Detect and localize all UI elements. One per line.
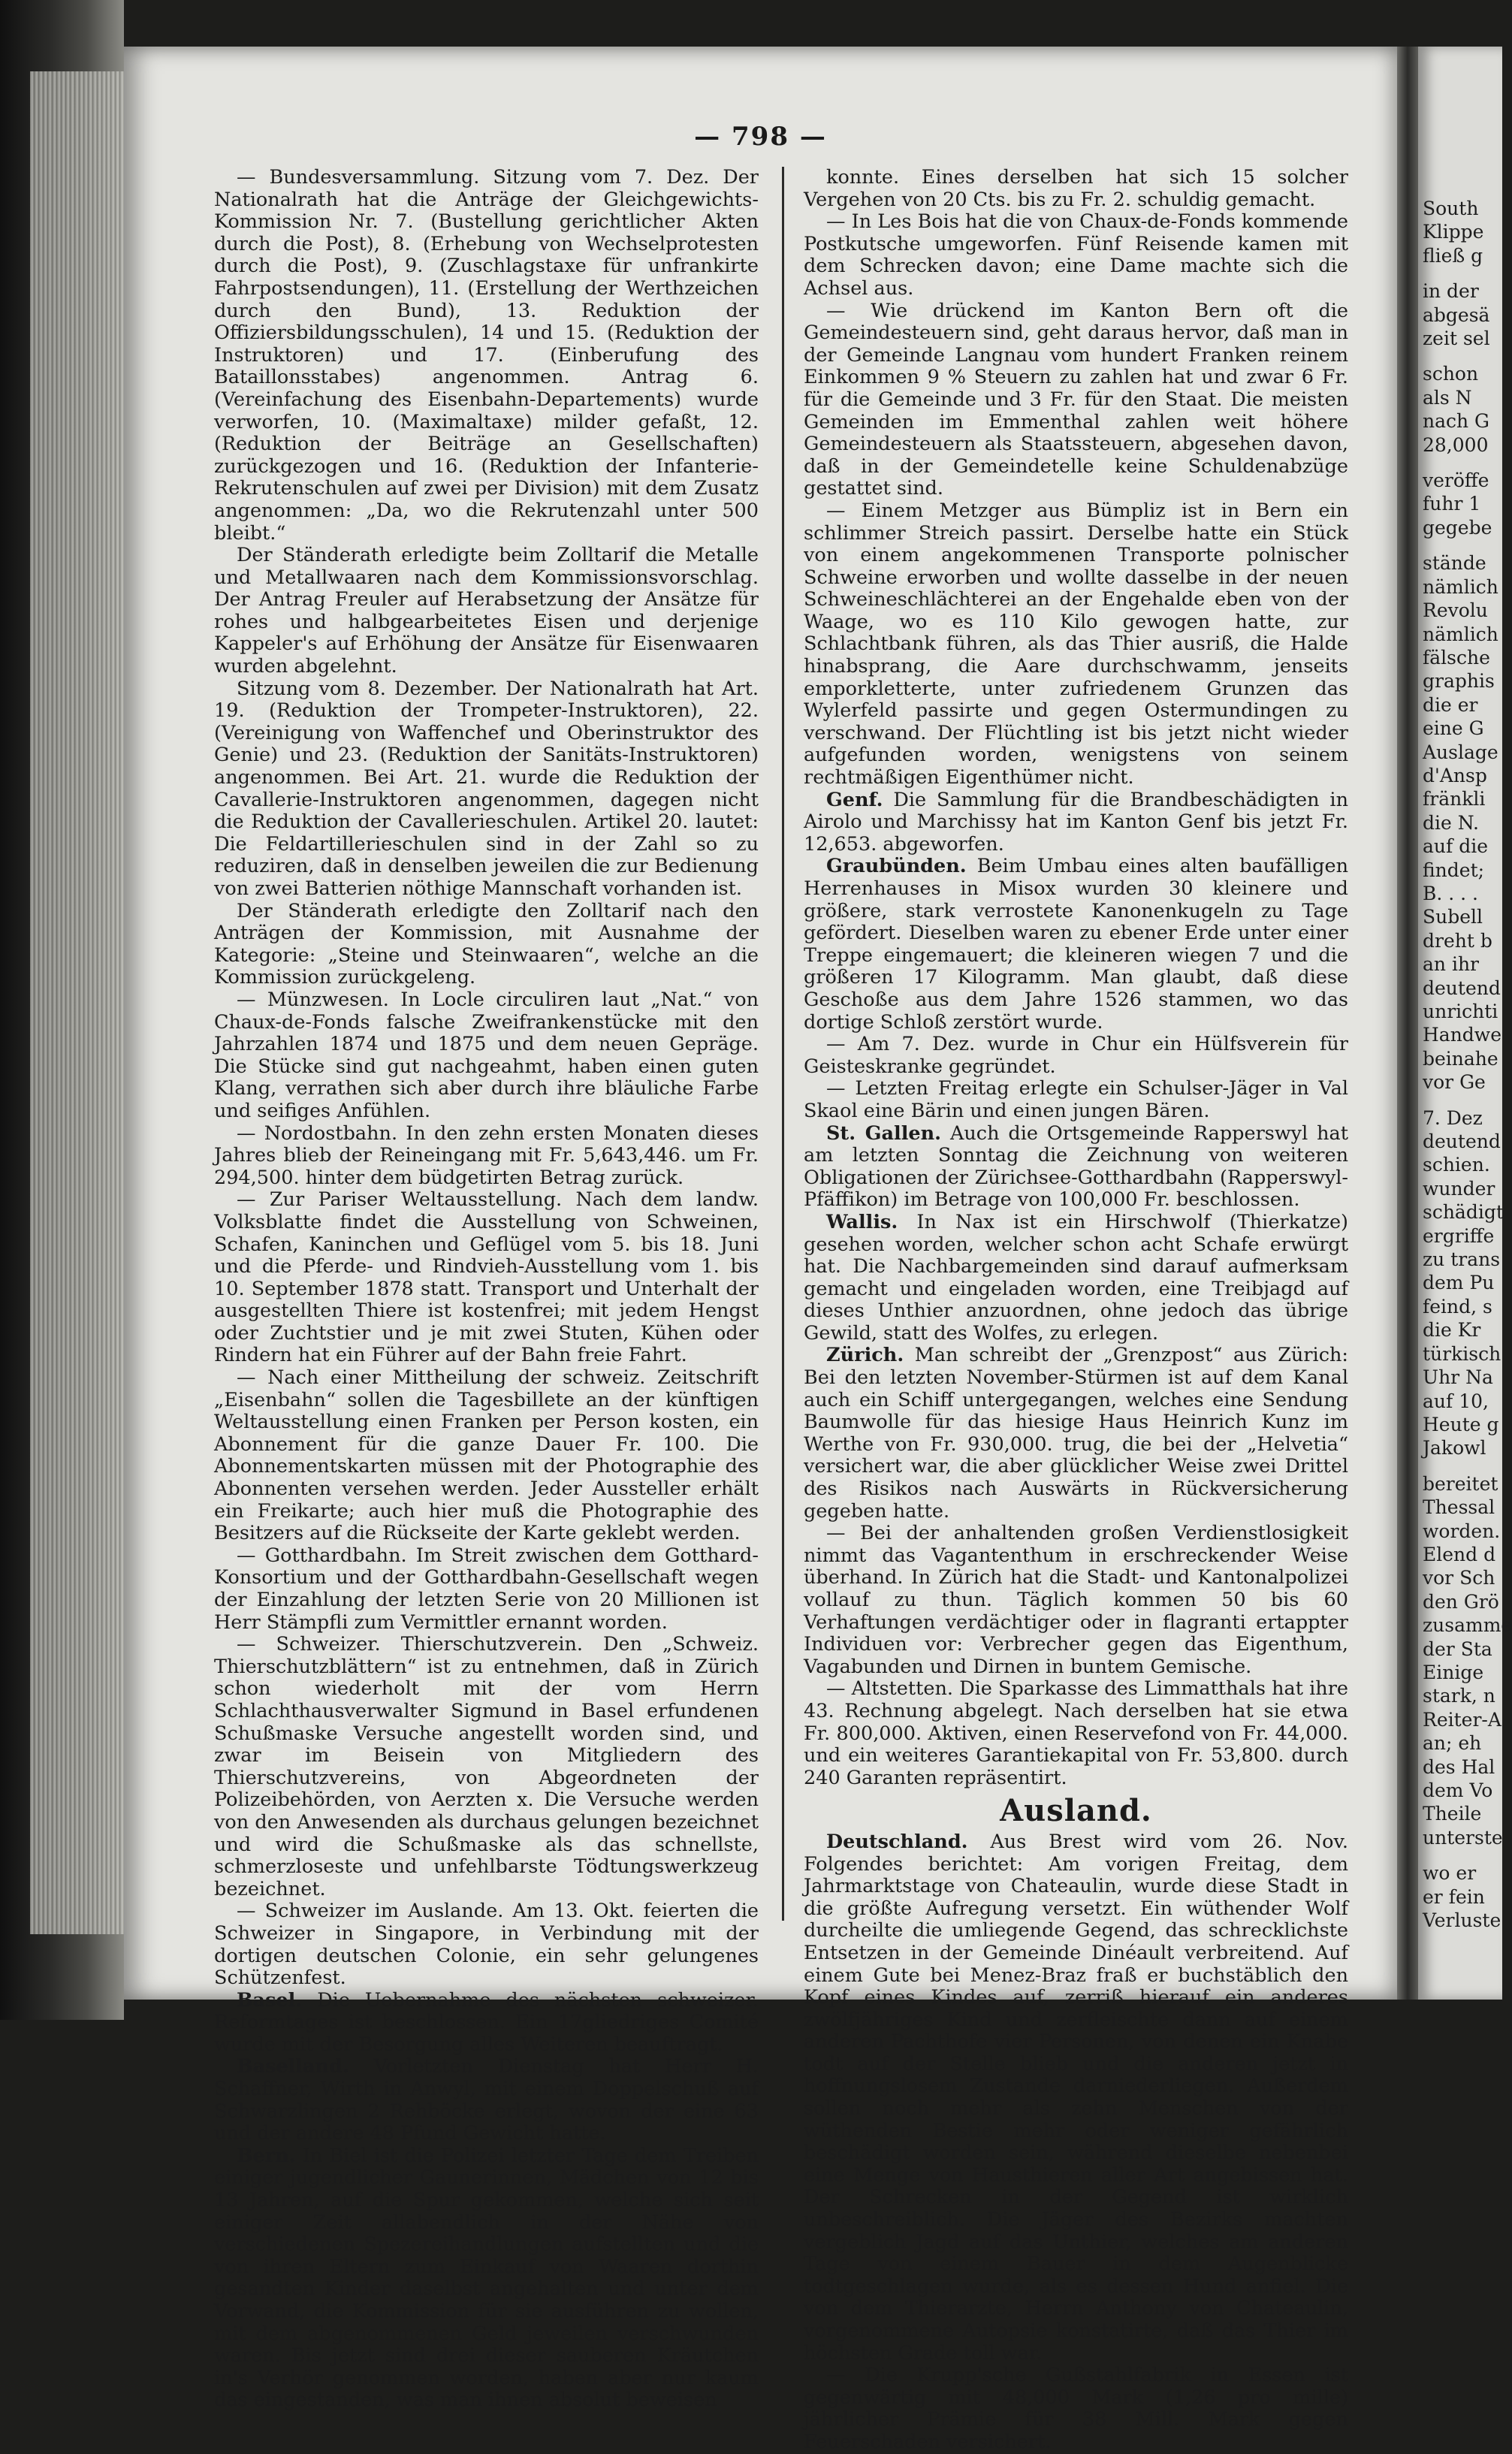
article-paragraph [214, 1900, 759, 1989]
article-text: Vorletzten Dienstag hat Herr H. Schaffner, Wirth in Anwyl, mit einem Doppelschuß auf Schwarzlingen 2 Rehböcke erlegt, wovon der eine 63 und der andere 48 Pfund Gewicht hatte. [214, 2055, 759, 2145]
article-text: Auch die Ortsgemeinde Rapperswyl hat am letzten Sonntag die Zeichnung von weiteren Obligationen der Zürichsee-Gotthardbahn (Rapperswyl-Pfäffikon) im Betrage von 100,000 Fr. beschlossen. [804, 1121, 1349, 1212]
article-paragraph [214, 1634, 759, 1900]
next-page-line: worden. [1423, 1520, 1501, 1542]
next-page-line: fränkli [1423, 788, 1486, 810]
next-page-line: vor Ge [1423, 1071, 1486, 1094]
next-page-edge [1418, 47, 1512, 2000]
next-page-line: 7. Dez [1423, 1106, 1483, 1129]
next-page-line: die N. [1423, 811, 1479, 834]
article-paragraph [804, 1831, 1348, 2365]
next-page-line: abgesä [1423, 303, 1490, 326]
next-page-line: 28,000 [1423, 433, 1489, 456]
next-page-line: B. . . . [1423, 882, 1478, 904]
next-page-line: zusamme [1423, 1614, 1512, 1637]
next-page-line: fälsche [1423, 646, 1490, 669]
next-page-line: vor Sch [1423, 1567, 1495, 1589]
right-column-lower [804, 1831, 1348, 2454]
article-text: — Schweizer im Auslande. Am 13. Okt. feierten die Schweizer in Singapore, in Verbindung mit der dortigen deutschen Colonie, ein sehr gelungenes Schützenfest. [214, 1900, 759, 1990]
next-page-line: nämlich [1423, 575, 1498, 598]
page-number: — 798 — [694, 122, 827, 152]
next-page-line: schädigt [1423, 1201, 1504, 1224]
next-page-line: graphis [1423, 670, 1495, 693]
article-paragraph [214, 989, 759, 1123]
column-divider [782, 167, 784, 1921]
next-page-line: als N [1423, 386, 1472, 409]
next-page-line: ergriffe [1423, 1224, 1495, 1247]
article-lead: Graubünden. [826, 855, 967, 878]
article-paragraph [804, 211, 1348, 300]
next-page-line: türkisch [1423, 1342, 1501, 1365]
article-paragraph [214, 678, 759, 901]
article-lead: Bern. [237, 2144, 296, 2167]
article-paragraph [214, 1990, 759, 2057]
article-lead: Wallis. [826, 1210, 898, 1233]
article-paragraph [804, 1345, 1348, 1523]
next-page-line: auf 10, [1423, 1390, 1489, 1412]
next-page-line: stark, n [1423, 1685, 1495, 1707]
next-page-line: feind, s [1423, 1295, 1492, 1318]
next-page-line: d'Ansp [1423, 764, 1487, 786]
article-text: — Die Krupp'sche Gußstahlfabrik in Essen ist gegenwärtig mit 48,000 Mark (1,26 pro mille) jährlicher Prämie für 38 Mill. Mark gegen Feuerschaden versichert. [804, 2364, 1348, 2453]
next-page-line: bereitet [1423, 1472, 1498, 1495]
article-paragraph [804, 1034, 1348, 1078]
next-page-line: Verluste [1423, 1909, 1501, 1932]
next-page-fragments [1418, 47, 1512, 1932]
article-lead: Genf. [826, 788, 883, 811]
article-text: In Nax ist ein Hirschwolf (Thierkatze) gesehen worden, welcher schon acht Schafe erwürgt hat. Die Nachbargemeinden sind darauf aufmerksam gemacht und eingeladen worden, eine Treibjagd auf dieses Unthier anzuordnen, ohne jedoch das übrige Gewild, statt des Wolfes, zu erlegen. [804, 1210, 1348, 1345]
next-page-line: stände [1423, 552, 1486, 575]
next-page-line: schien. [1423, 1154, 1490, 1176]
next-page-line: Handwe [1423, 1024, 1502, 1046]
next-page-line: veröffe [1423, 469, 1489, 492]
next-page-line: deutend [1423, 1130, 1501, 1153]
next-page-line: nämlich [1423, 623, 1498, 645]
next-page-line: Elend d [1423, 1543, 1496, 1565]
article-paragraph [804, 789, 1348, 856]
next-page-line [1423, 457, 1502, 469]
article-paragraph [214, 167, 759, 545]
article-text: Beim Umbau eines alten baufälligen Herrenhauses in Misox wurden 30 kleinere und größere, stark verrostete Kanonenkugeln zu Tage gefördert. Dieselben waren zu ebener Erde unter einer Treppe eingemauert; die kleineren wiegen 7 und die größeren 17 Kilogramm. Man glaubt, daß diese Geschoße aus dem Jahre 1526 stammen, wo das dortige Schloß zerstört wurde. [804, 855, 1348, 1034]
article-text: konnte. Eines derselben hat sich 15 solcher Vergehen von 20 Cts. bis zu Fr. 2. schuldig gemacht. [804, 166, 1348, 211]
article-text: — Nach einer Mittheilung der schweiz. Zeitschrift „Eisenbahn“ sollen die Tagesbillete an der künftigen Weltausstellung einen Franken per Person kosten, ein Abonnement für die ganze Dauer Fr. 100. Die Abonnementskarten müssen mit der Photographie des Abonnenten versehen werden. Jeder Aussteller erhält ein Freikarte; auch hier muß die Photographie des Besitzers auf die Rückseite der Karte geklebt werden. [214, 1366, 759, 1545]
next-page-line: beinahe [1423, 1047, 1498, 1070]
next-page-line: Revolu [1423, 599, 1488, 622]
article-text: — Gotthardbahn. Im Streit zwischen dem Gotthard-Konsortium und der Gotthardbahn-Gesellschaft wegen der Einzahlung der letzten Serie von 20 Millionen ist Herr Stämpfli zum Vermittler ernannt worden. [214, 1544, 759, 1634]
next-page-line: an ihr [1423, 953, 1479, 976]
article-paragraph [804, 500, 1348, 789]
next-page-line [1423, 1460, 1502, 1472]
section-heading: Ausland. [1000, 1793, 1152, 1829]
article-lead: St. Gallen. [826, 1121, 942, 1145]
article-paragraph [804, 2365, 1348, 2453]
next-page-line: er fein [1423, 1885, 1485, 1908]
next-page-line: den Grö [1423, 1590, 1499, 1613]
next-page-line [1423, 1094, 1502, 1106]
article-paragraph [214, 2056, 759, 2145]
article-paragraph [804, 1678, 1348, 1789]
newspaper-page [124, 47, 1397, 2453]
article-paragraph [804, 300, 1348, 500]
next-page-line: Einige [1423, 1661, 1484, 1683]
next-page-line: dem Pu [1423, 1272, 1495, 1294]
article-text: Man schreibt der „Grenzpost“ aus Zürich: Bei den letzten November-Stürmen ist auf dem Kanal auch ein Schiff untergegangen, welches eine Sendung Baumwolle für das hiesige Haus Heinrich Kunz im Werthe von Fr. 930,000. trug, die bei der „Helvetia“ versichert war, die aber glücklicher Weise zwei Drittel des Risikos nach Auswärts in Rückversicherung gegeben hatte. [804, 1344, 1348, 1523]
next-page-line: deutend [1423, 976, 1501, 999]
next-page-line: an; eh [1423, 1732, 1482, 1755]
next-page-line: auf die [1423, 835, 1488, 858]
article-paragraph [804, 856, 1348, 1034]
next-page-line: wunder [1423, 1177, 1495, 1200]
book-gutter [1397, 47, 1418, 2000]
next-page-line: nach G [1423, 410, 1490, 433]
next-page-line: in der [1423, 280, 1479, 303]
next-page-line [1423, 1849, 1502, 1861]
next-page-line: Auslage [1423, 741, 1498, 763]
article-text: — Nordostbahn. In den zehn ersten Monaten dieses Jahres blieb der Reineingang mit Fr. 5,643,446. um Fr. 294,500. hinter dem büdgetirten Betrag zurück. [214, 1121, 759, 1189]
article-paragraph [214, 1189, 759, 1367]
next-page-line: South [1423, 198, 1479, 219]
article-paragraph [214, 901, 759, 989]
right-column [804, 167, 1348, 2454]
next-page-line: Uhr Na [1423, 1366, 1493, 1389]
article-text: — Letzten Freitag erlegte ein Schulser-Jäger in Val Skaol eine Bärin und einen jungen Bären. [804, 1077, 1348, 1122]
article-text: Die Uebernahme des nächsten schweizer. Reformtages ist beschlossen. Ein 17gliedriges Comité wurde mit der Besorgung alles Weiteren beauftragt. [214, 1988, 759, 2056]
next-page-line: dreht b [1423, 929, 1492, 952]
article-lead: Baselland. [237, 2055, 349, 2078]
next-page-line: Klippe [1423, 221, 1484, 243]
article-text: — Münzwesen. In Locle circuliren laut „Nat.“ von Chaux-de-Fonds falsche Zweifrankenstücke mit den Jahrzahlen 1874 und 1875 und dem neuen Gepräge. Die Stücke sind gut nachgeahmt, haben einen guten Klang, verrathen sich aber durch ihre bläuliche Farbe und seifiges Anfühlen. [214, 988, 759, 1122]
next-page-line [1423, 267, 1502, 279]
next-page-line: Jakowl [1423, 1437, 1486, 1459]
right-column-upper [804, 167, 1348, 1789]
next-page-line: schon [1423, 363, 1479, 385]
page-stack-edge [30, 71, 124, 1934]
next-page-line: eine G [1423, 717, 1484, 740]
article-text: Sitzung vom 8. Dezember. Der Nationalrath hat Art. 19. (Reduktion der Trompeter-Instruktoren), 22. (Vereinigung von Waffenchef und Oberinstruktor des Genie) und 23. (Reduktion der Sanitäts-Instruktoren) angenommen. Bei Art. 21. wurde die Reduktion der Cavallerie-Instruktoren angenommen, dagegen nicht die Reduktion der Cavallerieschulen. Artikel 20. lautet: Die Feldartillerieschulen sind in der Zahl so zu reduziren, daß in denselben jeweilen die zur Bedienung von zwei Batterien nöthige Mannschaft vorhanden ist. [214, 677, 759, 900]
article-paragraph [804, 1523, 1348, 1678]
left-column [214, 167, 759, 2412]
article-lead: Deutschland. [826, 1830, 968, 1853]
article-text: — Schweizer. Thierschutzverein. Den „Schweiz. Thierschutzblättern“ ist zu entnehmen, daß in Zürich schon wiederholt mit der vom Herrn Schlachthausverwalter Sigmund in Basel erfundenen Schußmaske Versuche angestellt worden sind, und zwar im Beisein von Mitgliedern des Thierschutzvereins, von Abgeordneten der Polizeibehörden, von Aerzten x. Die Versuche werden von den Anwesenden als durchaus gelungen bezeichnet und wird die Schußmaske als das schnellste, schmerzloseste und unfehlbarste Tödtungswerkzeug bezeichnet. [214, 1633, 759, 1900]
next-page-line: dem Vo [1423, 1779, 1493, 1801]
next-page-line: zeit sel [1423, 328, 1490, 350]
article-text: — In Les Bois hat die von Chaux-de-Fonds kommende Postkutsche umgeworfen. Fünf Reisende kamen mit dem Schrecken davon; eine Dame machte sich die Achsel aus. [804, 210, 1348, 300]
article-lead: Zürich. [826, 1344, 904, 1367]
next-page-line: unrichti [1423, 1001, 1498, 1022]
next-page-line: unterste [1423, 1826, 1503, 1849]
article-text: — Wie drückend im Kanton Bern oft die Gemeindesteuern sind, geht daraus hervor, daß man in der Gemeinde Langnau vom hundert Franken reinem Einkommen 9 % Steuern zu zahlen hat und zwar 6 Fr. für die Gemeinde und 3 Fr. für den Staat. Die meisten Gemeinden im Emmenthal zahlen weit höhere Gemeindesteuern als Staatssteuern, abgesehen davon, daß in der Gemeindetelle keine Schuldenabzüge gestattet sind. [804, 299, 1348, 500]
next-page-line [1423, 539, 1502, 551]
next-page-line: Theile [1423, 1803, 1482, 1825]
article-paragraph [214, 2145, 759, 2412]
next-page-line: Heute g [1423, 1413, 1499, 1435]
next-page-line: des Hal [1423, 1755, 1495, 1778]
article-text: — Bei der anhaltenden großen Verdienstlosigkeit nimmt das Vagantenthum in erschreckender Weise überhand. In Zürich hat die Stadt- und Kantonalpolizei vollauf zu thun. Täglich kommen 50 bis 60 Verhaftungen verdächtiger oder in flagranti ertappter Individuen vor: Verbrecher gegen das Eigenthum, Vagabunden und Dirnen in buntem Gemische. [804, 1522, 1348, 1678]
next-page-line: die Kr [1423, 1319, 1481, 1342]
article-lead: Basel. [237, 1988, 303, 2012]
article-paragraph [214, 1545, 759, 1634]
article-paragraph [804, 1123, 1348, 1212]
next-page-line: Subell [1423, 906, 1483, 928]
next-page-line: die er [1423, 693, 1478, 716]
article-paragraph [214, 1367, 759, 1545]
next-page-line: gegebe [1423, 516, 1492, 539]
article-text: Aus Brest wird vom 26. Nov. Folgendes berichtet: Am vorigen Freitag, dem Jahrmarktstage von Chateaulin, wurde diese Stadt in die größte Aufregung versetzt. Ein wüthender Wolf durcheilte die umliegende Gegend, das schrecklichste Entsetzen in der Gemeinde Dinéault verbreitend. Auf einem Gute bei Menez-Braz fraß er buchstäblich den Kopf eines Kindes auf, zerriß hierauf ein anderes zwölfjähriges Kind und zerfleischte dann auf einem anderen Pachthofe vier Personen, von denen ein Knabe todt auf der Stelle blieb und die anderen jetzt in hoffnungslosem Zustande darniederliegen. Außerdem sollen noch mehr als zehn Menschen von der wüthenden Bestie mehr oder weniger gefährlich beschädigt worden sein, während dieselbe nebenbei eine Menge von Hausthieren aller Art angebissen hat. Der Schrecken in der Gegend ist wirklich unbeschreiblich. Die Jäger des Bezirks machten vergeblich Jagd auf das Unthier, welches am anderen Tage von einem Bauer in dem Augenblicke todtgeschlagen wurde, als es dessen Hund anfiel. Die von dem Thierarzte, Herrn Anthony von Chateaulin, vorgenommene Autopsie konstatirte, daß das Thier im höchsten Grade toll war. [804, 1830, 1348, 2365]
article-paragraph [804, 167, 1348, 211]
article-text: — Einem Metzger aus Bümpliz ist in Bern ein schlimmer Streich passirt. Derselbe hatte ein Stück von einem angekommenen Transporte polnischer Schweine erworben und wollte dasselbe in der neuen Schweineschlächterei an der Engehalde eben von der Waage, wo es 110 Kilo gewogen hatte, zur Schlachtbank führen, als das Thier ausriß, die Halde hinabsprang, die Aare durchschwamm, jenseits emporkletterte, unter zufriedenem Grunzen das Wylerfeld passirte und gegen Ostermundingen zu verschwand. Der Flüchtling ist bis jetzt nicht wieder aufgefunden worden, wenigstens von seinem rechtmäßigen Eigenthümer nicht. [804, 499, 1348, 789]
article-text: In Biel ist die Polizei letzter Tage dem Treiben einiger jugendlicher Gaunerinnen, Mädchen von 12 bis 13 Jahren, auf die Spur gekommen, welche sich seit einiger Zeit allabendlich in der Nähe von verschiedenen Spezereihandlungen aufstellten und die von ihren Eltern zum Einkauf von Waaren dorthin gesandten Kinder daselbst angehalten und unter dem Vorwand, die Kommission für sie ausführen zu wollen, mit dem abgenommenen Geld jeweilen verschwunden waren. Bis jetzt sind drei dieser sauberen Kräutchen in's Verhör genommen worden, haben aber nur kaum das eingestanden, was man ihnen absolut beweisen [214, 2144, 759, 2412]
next-page-line: fließ g [1423, 244, 1483, 267]
article-paragraph [804, 1078, 1348, 1122]
next-page-line [1423, 350, 1502, 362]
article-paragraph [214, 1123, 759, 1190]
article-text: — Zur Pariser Weltausstellung. Nach dem landw. Volksblatte findet die Ausstellung von Schweinen, Schafen, Kaninchen und Geflügel vom 5. bis 18. Juni und die Pferde- und Rindvieh-Ausstellung vom 1. bis 10. September 1878 statt. Transport und Unterhalt der ausgestellten Thiere ist kostenfrei; mit jedem Hengst oder Zuchtstier und je mit zwei Stuten, Kühen oder Rindern hat ein Führer auf der Bahn freie Fahrt. [214, 1188, 759, 1367]
next-page-line: Reiter-A [1423, 1708, 1501, 1731]
next-page-line: zu trans [1423, 1248, 1501, 1271]
article-paragraph [804, 1212, 1348, 1345]
article-text: — Am 7. Dez. wurde in Chur ein Hülfsverein für Geisteskranke gegründet. [804, 1033, 1348, 1078]
article-text: Der Ständerath erledigte beim Zolltarif die Metalle und Metallwaaren nach dem Kommissionsvorschlag. Der Antrag Freuler auf Herabsetzung der Ansätze für rohes und halbgearbeitetes Eisen und derjenige Kappeler's auf Erhöhung der Ansätze für Eisenwaaren wurden abgelehnt. [214, 544, 759, 678]
next-page-line: der Sta [1423, 1638, 1492, 1660]
article-text: Der Ständerath erledigte den Zolltarif nach den Anträgen der Kommission, mit Ausnahme der Kategorie: „Steine und Steinwaaren“, welche an die Kommission zurückgeleng. [214, 899, 759, 989]
next-page-line: wo er [1423, 1862, 1477, 1885]
next-page-line: findet; [1423, 859, 1485, 881]
article-paragraph [214, 545, 759, 678]
article-text: — Bundesversammlung. Sitzung vom 7. Dez. Der Nationalrath hat die Anträge der Gleichgewichts-Kommission Nr. 7. (Bustellung gerichtlicher Akten durch die Post), 8. (Erhebung von Wechselprotesten durch die Post), 9. (Zuschlagstaxe für unfrankirte Fahrpostsendungen), 11. (Erstellung der Werthzeichen durch den Bund), 13. Reduktion der Offiziersbildungsschulen), 14 und 15. (Reduktion der Instruktoren) und 17. (Einberufung des Bataillonsstabes) angenommen. Antrag 6. (Vereinfachung des Eisenbahn-Departements) wurde verworfen, 10. (Maximaltaxe) milder gefaßt, 12. (Reduktion der Beiträge an Gesellschaften) zurückgezogen und 16. (Reduktion der Infanterie-Rekrutenschulen auf zwei per Division) mit dem Zusatz angenommen: „Da, wo die Rekrutenzahl unter 500 bleibt.“ [214, 166, 759, 545]
article-text: — Altstetten. Die Sparkasse des Limmatthals hat ihre 43. Rechnung abgelegt. Nach derselben hat sie etwa Fr. 800,000. Aktiven, einen Reservefond von Fr. 44,000. und ein weiteres Garantiekapital von Fr. 53,800. durch 240 Garanten repräsentirt. [804, 1677, 1348, 1789]
next-page-line: Thessal [1423, 1496, 1495, 1519]
article-text: Die Sammlung für die Brandbeschädigten in Airolo und Marchissy hat im Kanton Genf bis jetzt Fr. 12,653. abgeworfen. [804, 788, 1348, 856]
next-page-line: fuhr 1 [1423, 493, 1481, 515]
